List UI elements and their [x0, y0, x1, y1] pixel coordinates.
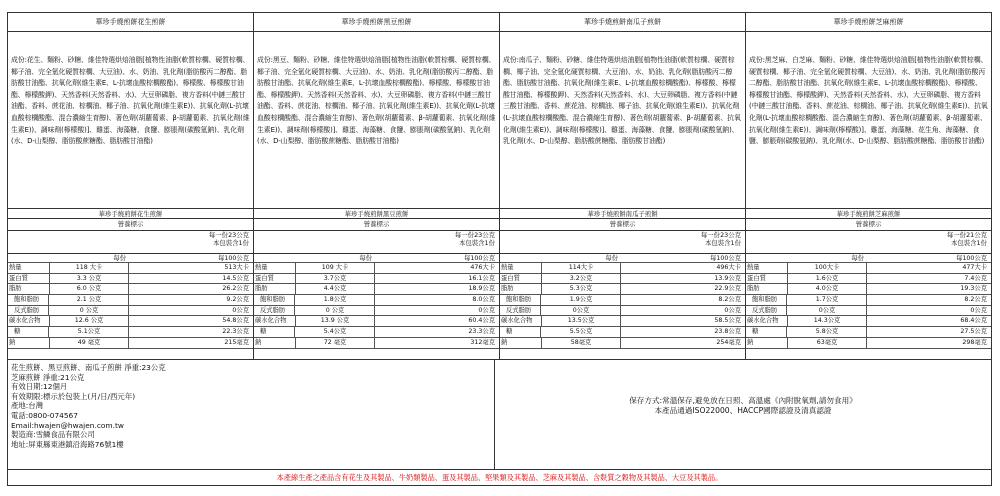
nutrition-product-name: 華珍手燒煎餅黑豆煎餅 — [254, 208, 499, 219]
nutrient-name: 熱量 — [255, 263, 296, 273]
nutrition-row — [8, 337, 253, 349]
nutrient-per-100g: 16.1公克 — [468, 274, 495, 282]
product-title: 華珍手燒煎餅南瓜子煎餅 — [500, 13, 745, 32]
nutrient-per-serving: 1.9公克 — [542, 295, 621, 305]
per-100g-header: 每100公克 — [464, 255, 495, 262]
nutrient-per-100g: 13.9公克 — [714, 274, 741, 282]
nutrient-per-100g: 254毫克 — [716, 338, 741, 346]
nutrient-per-100g: 18.9公克 — [468, 285, 495, 293]
product-info — [8, 360, 495, 469]
nutrition-product-name: 華珍手燒煎餅花生煎餅 — [8, 208, 253, 219]
nutrient-per-100g: 22.3公克 — [222, 328, 249, 336]
manufacturer-line: 製造商:雪鱗食品有限公司 — [11, 430, 95, 440]
nutrient-per-serving: 0 公克 — [296, 306, 375, 316]
nutrient-name: 脂肪 — [501, 284, 542, 294]
product-column-peanut — [8, 13, 254, 359]
nutrition-row — [746, 315, 991, 326]
nutrition-label-heading: 營養標示 — [8, 218, 253, 231]
nutrient-name: 反式脂肪 — [747, 306, 787, 316]
nutrient-per-100g: 0公克 — [970, 306, 987, 314]
nutrient-name: 糖 — [747, 327, 787, 337]
nutrient-per-100g: 58.5公克 — [714, 317, 741, 325]
nutrient-per-serving: 5.5公克 — [542, 327, 621, 337]
nutrient-per-serving: 58毫克 — [542, 338, 621, 348]
nutrient-per-100g: 496大卡 — [716, 264, 741, 271]
nutrient-per-100g: 476大卡 — [470, 264, 495, 271]
serving-size: 每一份23公克 — [454, 231, 495, 239]
nutrient-per-100g: 477大卡 — [962, 264, 987, 271]
nutrition-row — [254, 305, 499, 316]
nutrition-row — [8, 326, 253, 337]
nutrient-name: 熱量 — [9, 263, 50, 273]
serving-size: 每一份23公克 — [208, 231, 249, 239]
nutrient-name: 熱量 — [747, 263, 788, 273]
product-title: 華珍手燒煎餅黑豆煎餅 — [254, 13, 499, 32]
serving-info — [947, 231, 987, 247]
nutrient-name: 蛋白質 — [501, 274, 542, 284]
product-title: 華珍手燒煎餅芝麻煎餅 — [746, 13, 991, 32]
nutrient-per-100g: 27.5公克 — [960, 328, 987, 336]
allergen-notice: 本產線生產之產品含有花生及其製品、牛奶類製品、蛋及其製品、堅果類及其製品、芝麻及其製品、含麩質之穀物及其製品、大豆及其製品。 — [7, 470, 992, 486]
storage-info — [495, 360, 991, 469]
nutrition-row — [500, 305, 745, 316]
nutrient-per-serving: 14.3公克 — [788, 316, 867, 326]
product-column-black-bean — [254, 13, 500, 359]
shelf-life-line: 有效日期:12個月 — [11, 382, 68, 392]
nutrient-name: 反式脂肪 — [255, 306, 295, 316]
per-100g-header: 每100公克 — [956, 255, 987, 262]
nutrient-per-100g: 60.4公克 — [468, 317, 495, 325]
address-line: 地址:屏東縣東港鎮沿海路76號1樓 — [11, 439, 124, 449]
nutrition-row — [500, 283, 745, 294]
email-line: Email:hwajen@hwajen.com.tw — [11, 420, 124, 430]
nutrient-name: 脂肪 — [747, 284, 788, 294]
nutrient-per-100g: 8.2公克 — [718, 296, 741, 304]
product-column-pumpkin-seed — [500, 13, 746, 359]
nutrition-row — [8, 273, 253, 284]
serving-size: 每一份21公克 — [946, 231, 987, 239]
ingredients-text: 成份:黑豆、麵粉、砂糖、維佳特選烘焙油脂[植物性油脂(軟質棕櫚、硬質棕櫚、椰子油、完全氫化硬質棕櫚、大豆油)、水、奶油、乳化劑(脂肪酸丙二醇酯、脂肪酸甘油酯、抗氧化劑(維生素E、L-抗壞血酸棕櫚酸酯)、檸檬酸、檸檬酸甘油酯、檸檬酸鉀)、天然香料(天然香料、水)、大豆卵磷脂、複方香料(中鏈三酸甘油酯、香料、蔗花油、棕櫚油、椰子油、抗氧化劑(維生素E))、抗氧化劑(L-抗壞血酸棕櫚酸酯、混合濃縮生育醇)、著色劑(胡蘿蔔素、β-胡蘿蔔素、抗氧化劑(維生素E))、調味劑(檸檬酸)]、雞蛋、海藻糖、食鹽、膨脹劑(碳酸氫鈉)、乳化劑(水、D-山梨醇、脂肪酸蔗糖酯、脂肪酸甘油酯) — [257, 56, 496, 146]
nutrition-row — [746, 294, 991, 305]
nutrient-name: 糖 — [255, 327, 295, 337]
nutrition-row — [8, 262, 253, 273]
nutrient-per-100g: 8.2公克 — [964, 296, 987, 304]
nutrition-row — [254, 326, 499, 337]
servings-per-package: 本包裝含1份 — [704, 239, 741, 247]
nutrient-per-serving: 3.7公克 — [296, 274, 375, 284]
nutrient-per-serving: 49 毫克 — [50, 338, 129, 348]
serving-info — [701, 231, 741, 247]
nutrient-name: 碳水化合物 — [501, 316, 542, 326]
nutrition-row — [8, 294, 253, 305]
phone-line: 電話:0800-074567 — [11, 410, 78, 420]
nutrient-name: 鈉 — [255, 338, 296, 348]
nutrient-name: 飽和脂肪 — [747, 295, 787, 305]
nutrient-per-serving: 0公克 — [542, 306, 621, 316]
nutrient-per-serving: 63毫克 — [788, 338, 867, 348]
storage-line: 保存方式:常溫保存,避免放在日照、高溫處《內附脫氧劑,請勿食用》 — [629, 396, 857, 405]
nutrient-per-serving: 72 毫克 — [296, 338, 375, 348]
per-100g-header: 每100公克 — [218, 255, 249, 262]
nutrition-table — [254, 262, 499, 349]
nutrient-per-100g: 312毫克 — [470, 338, 495, 346]
servings-per-package: 本包裝含1份 — [950, 239, 987, 247]
nutrient-name: 蛋白質 — [9, 274, 50, 284]
nutrient-per-serving: 5.8公克 — [788, 327, 867, 337]
nutrient-per-serving: 5.3公克 — [542, 284, 621, 294]
nutrient-name: 反式脂肪 — [501, 306, 541, 316]
certification-line: 本產品通過ISO22000、HACCP國際認證及清真認證 — [654, 406, 832, 415]
nutrient-per-serving: 109 大卡 — [296, 263, 375, 273]
nutrition-row — [8, 283, 253, 294]
nutrient-per-serving: 2.1 公克 — [50, 295, 129, 305]
nutrient-per-serving: 12.6 公克 — [50, 316, 129, 326]
nutrient-per-serving: 0公克 — [788, 306, 867, 316]
nutrient-per-100g: 513大卡 — [224, 264, 249, 271]
nutrient-name: 碳水化合物 — [9, 316, 50, 326]
product-title: 華珍手燒煎餅花生煎餅 — [8, 13, 253, 32]
nutrient-per-serving: 3.3 公克 — [50, 274, 129, 284]
ingredients-text: 成份:南瓜子、麵粉、砂糖、維佳特選烘焙油脂[植物性油脂(軟質棕櫚、硬質棕櫚、椰子油、完全氫化硬質棕櫚、大豆油)、水、奶油、乳化劑(脂肪酸丙二醇酯、脂肪酸甘油酯、抗氧化劑(維生素E、L-抗壞血酸棕櫚酸酯)、檸檬酸、檸檬酸甘油酯、檸檬酸鉀)、天然香料(天然香料、水)、大豆卵磷脂、複方香料(中鏈三酸甘油酯、香料、蔗花油、棕櫚油、椰子油、抗氧化劑(維生素E))、抗氧化劑(L-抗壞血酸棕櫚酸酯、混合濃縮生育醇)、著色劑(胡蘿蔔素、β-胡蘿蔔素、抗氧化劑(維生素E))、調味劑(檸檬酸)]、雞蛋、海藻糖、食鹽、膨脹劑(碳酸氫鈉)、乳化劑(水、D-山梨醇、脂肪酸蔗糖酯、脂肪酸甘油酯) — [503, 56, 741, 146]
nutrient-name: 鈉 — [9, 338, 50, 348]
nutrient-per-serving: 4.0公克 — [788, 284, 867, 294]
nutrition-row — [746, 283, 991, 294]
nutrient-name: 脂肪 — [255, 284, 296, 294]
nutrient-name: 蛋白質 — [747, 274, 788, 284]
nutrient-per-100g: 23.8公克 — [714, 328, 741, 336]
nutrition-row — [254, 294, 499, 305]
nutrition-table — [746, 262, 991, 349]
nutrition-row — [500, 337, 745, 349]
nutrient-per-100g: 14.5公克 — [222, 274, 249, 282]
nutrition-row — [500, 262, 745, 273]
product-grid — [7, 12, 992, 360]
nutrient-per-serving: 13.9 公克 — [296, 316, 375, 326]
nutrient-per-100g: 0公克 — [724, 306, 741, 314]
nutrition-product-name: 華珍手燒煎餅南瓜子煎餅 — [500, 208, 745, 219]
per-serving-header: 每份 — [113, 255, 126, 262]
nutrient-name: 鈉 — [747, 338, 788, 348]
net-weight-sesame-line: 芝麻煎餅 淨重:21公克 — [11, 372, 85, 382]
nutrient-per-100g: 23.3公克 — [468, 328, 495, 336]
nutrient-per-serving: 1.6公克 — [788, 274, 867, 284]
nutrition-row — [254, 315, 499, 326]
per-serving-header: 每份 — [359, 255, 372, 262]
nutrient-name: 糖 — [501, 327, 541, 337]
nutrition-row — [746, 337, 991, 349]
nutrient-per-100g: 8.0公克 — [472, 296, 495, 304]
nutrition-row — [254, 262, 499, 273]
nutrient-per-serving: 13.5公克 — [542, 316, 621, 326]
servings-per-package: 本包裝含1份 — [458, 239, 495, 247]
nutrient-per-serving: 118 大卡 — [50, 263, 129, 273]
per-100g-header: 每100公克 — [710, 255, 741, 262]
nutrition-row — [500, 326, 745, 337]
net-weight-line: 花生煎餅、黑豆煎餅、南瓜子煎餅 淨重:23公克 — [11, 363, 166, 372]
nutrition-row — [500, 294, 745, 305]
nutrient-per-serving: 1.8公克 — [296, 295, 375, 305]
nutrient-name: 碳水化合物 — [747, 316, 788, 326]
nutrition-label-heading: 營養標示 — [746, 218, 991, 231]
nutrient-per-100g: 0公克 — [478, 306, 495, 314]
nutrient-per-100g: 215毫克 — [224, 338, 249, 346]
ingredients-text: 成份:黑芝麻、白芝麻、麵粉、砂糖、維佳特選烘焙油脂[植物性油脂(軟質棕櫚、硬質棕櫚、椰子油、完全氫化硬質棕櫚、大豆油)、水、奶油、乳化劑(脂肪酸丙二醇酯、脂肪酸甘油酯、抗氧化劑(維生素E、L-抗壞血酸棕櫚酸酯)、檸檬酸、檸檬酸甘油酯、檸檬酸鉀)、天然香料(天然香料、水)、大豆卵磷脂、複方香料(中鏈三酸甘油酯、香料、蔗花油、棕櫚油、椰子油、抗氧化劑(維生素E))、抗氧化劑(L-抗壞血酸棕櫚酸酯、混合濃縮生育醇)、著色劑(胡蘿蔔素、β-胡蘿蔔素、抗氧化劑(維生素E))、調味劑(檸檬酸)]、雞蛋、海藻糖、花生角、海藻糖、食鹽、膨脹劑(碳酸氫鈉)、乳化劑(水、D-山梨醇、脂肪酸蔗糖酯、脂肪酸甘油酯) — [749, 56, 988, 146]
serving-info — [209, 231, 249, 247]
nutrient-name: 碳水化合物 — [255, 316, 296, 326]
nutrient-name: 鈉 — [501, 338, 542, 348]
nutrition-row — [746, 305, 991, 316]
nutrition-product-name: 華珍手燒煎餅芝麻煎餅 — [746, 208, 991, 219]
serving-info — [455, 231, 495, 247]
nutrition-row — [254, 283, 499, 294]
nutrient-name: 蛋白質 — [255, 274, 296, 284]
nutrient-name: 糖 — [9, 327, 49, 337]
nutrient-per-100g: 298毫克 — [962, 338, 987, 346]
origin-line: 產地:台灣 — [11, 401, 44, 411]
nutrient-name: 脂肪 — [9, 284, 50, 294]
ingredients-text: 成份:花生、麵粉、砂糖、維佳特選烘焙油脂[植物性油脂(軟質棕櫚、硬質棕櫚、椰子油、完全氫化硬質棕櫚、大豆油)、水、奶油、乳化劑(脂肪酸丙二醇酯、脂肪酸甘油酯、抗氧化劑(維生素E、L-抗壞血酸棕櫚酸酯)、檸檬酸、檸檬酸甘油酯、檸檬酸鉀)、天然香料(天然香料、水)、大豆卵磷脂、複方香料(中鏈三酸甘油酯、香料、蔗花油、棕櫚油、椰子油、抗氧化劑(維生素E))、抗氧化劑(L-抗壞血酸棕櫚酸酯、混合濃縮生育醇)、著色劑(胡蘿蔔素、β-胡蘿蔔素、抗氧化劑(維生素E))、調味劑(檸檬酸)]、雞蛋、海藻糖、食鹽、膨脹劑(碳酸氫鈉)、乳化劑(水、D-山梨醇、脂肪酸蔗糖酯、脂肪酸甘油酯) — [11, 56, 250, 146]
nutrition-row — [746, 273, 991, 284]
nutrient-per-100g: 68.4公克 — [960, 317, 987, 325]
nutrient-per-100g: 54.8公克 — [222, 317, 249, 325]
nutrient-per-serving: 3.2公克 — [542, 274, 621, 284]
nutrition-row — [746, 262, 991, 273]
nutrient-per-serving: 4.4公克 — [296, 284, 375, 294]
nutrient-per-100g: 0公克 — [232, 306, 249, 314]
nutrition-row — [746, 326, 991, 337]
nutrient-per-100g: 9.2公克 — [226, 296, 249, 304]
product-info-section — [7, 360, 992, 470]
nutrient-name: 飽和脂肪 — [501, 295, 541, 305]
nutrient-per-100g: 19.3公克 — [960, 285, 987, 293]
servings-per-package: 本包裝含1份 — [212, 239, 249, 247]
per-serving-header: 每份 — [851, 255, 864, 262]
nutrient-per-serving: 0 公克 — [50, 306, 129, 316]
nutrient-per-100g: 26.2公克 — [222, 285, 249, 293]
nutrient-per-100g: 7.4公克 — [964, 274, 987, 282]
nutrient-per-serving: 5.1公克 — [50, 327, 129, 337]
nutrition-row — [254, 337, 499, 349]
nutrition-row — [500, 273, 745, 284]
nutrient-per-serving: 5.4公克 — [296, 327, 375, 337]
serving-size: 每一份23公克 — [700, 231, 741, 239]
nutrition-label-heading: 營養標示 — [500, 218, 745, 231]
nutrient-per-serving: 100大卡 — [788, 263, 867, 273]
nutrition-table — [500, 262, 745, 349]
nutrition-label-heading: 營養標示 — [254, 218, 499, 231]
nutrition-row — [254, 273, 499, 284]
nutrient-name: 熱量 — [501, 263, 542, 273]
expiry-line: 有效期限:標示於包裝上(月/日/西元年) — [11, 391, 136, 401]
per-serving-header: 每份 — [605, 255, 618, 262]
nutrient-per-serving: 6.0 公克 — [50, 284, 129, 294]
nutrition-row — [8, 315, 253, 326]
nutrient-per-serving: 114大卡 — [542, 263, 621, 273]
nutrient-per-serving: 1.7公克 — [788, 295, 867, 305]
nutrition-table — [8, 262, 253, 349]
nutrient-per-100g: 22.9公克 — [714, 285, 741, 293]
nutrient-name: 飽和脂肪 — [255, 295, 295, 305]
nutrient-name: 反式脂肪 — [9, 306, 49, 316]
nutrition-row — [8, 305, 253, 316]
label-sheet — [7, 12, 992, 486]
nutrient-name: 飽和脂肪 — [9, 295, 49, 305]
product-column-sesame — [746, 13, 991, 359]
nutrition-row — [500, 315, 745, 326]
